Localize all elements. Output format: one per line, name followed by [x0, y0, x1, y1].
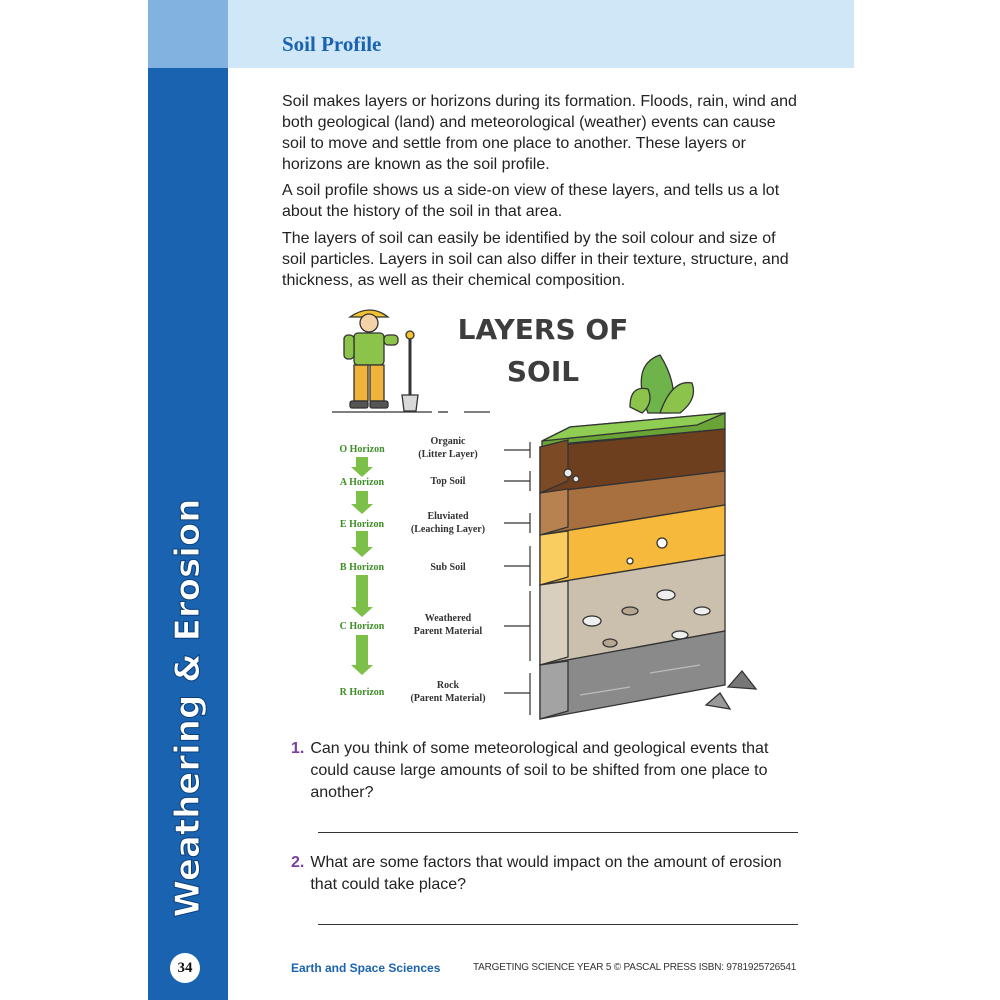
answer-line-1[interactable]	[318, 832, 798, 833]
question-1-number: 1.	[291, 740, 305, 757]
horizon-label-c-line2: Parent Material	[413, 626, 483, 637]
sidebar-top-block	[148, 0, 228, 68]
intro-paragraph-3: The layers of soil can easily be identified by the soil colour and size of soil particles. Layers in soil can also differ in their texture, structure, and thickness, as well as their chemical composition.	[282, 230, 789, 289]
horizon-label-a-line1: Top Soil	[430, 476, 466, 487]
footer-subject: Earth and Space Sciences	[291, 961, 441, 975]
horizon-name-e: E Horizon	[339, 519, 385, 530]
question-1	[291, 738, 811, 804]
horizon-name-b: B Horizon	[339, 562, 385, 573]
horizon-label-r-line2: (Parent Material)	[410, 693, 486, 704]
horizon-name-r: R Horizon	[339, 687, 385, 698]
horizon-label-o-line1: Organic	[430, 436, 466, 447]
page-title: Soil Profile	[282, 32, 382, 56]
horizon-name-c: C Horizon	[339, 621, 385, 632]
question-1-text: Can you think of some meteorological and geological events that could cause large amounts of soil to be shifted from one place to another?	[310, 740, 769, 801]
horizon-label-b-line1: Sub Soil	[430, 562, 466, 573]
horizon-label-o-line2: (Litter Layer)	[418, 449, 478, 460]
horizon-labels	[410, 436, 485, 704]
soil-layers-diagram	[330, 295, 790, 725]
question-2-number: 2.	[291, 854, 305, 871]
horizon-name-o: O Horizon	[339, 444, 385, 455]
horizon-label-c-line1: Weathered	[424, 613, 472, 624]
horizon-label-e-line1: Eluviated	[427, 511, 469, 522]
footer-credit: TARGETING SCIENCE YEAR 5 © PASCAL PRESS ISBN: 9781925726541	[473, 962, 797, 973]
page-number: 34	[170, 953, 200, 983]
chapter-title-vertical: Weathering & Erosion	[168, 498, 208, 918]
answer-line-2[interactable]	[318, 924, 798, 925]
horizon-label-e-line2: (Leaching Layer)	[410, 524, 486, 535]
intro-paragraph-2: A soil profile shows us a side-on view of these layers, and tells us a lot about the history of the soil in that area.	[282, 182, 780, 220]
question-2	[291, 852, 811, 896]
horizon-name-a: A Horizon	[339, 477, 385, 488]
intro-paragraph-1: Soil makes layers or horizons during its formation. Floods, rain, wind and both geological (land) and meteorological (weather) events can cause soil to move and settle from one place to another. These layers or horizons are known as the soil profile.	[282, 93, 797, 173]
diagram-title-line2: SOIL	[506, 355, 580, 388]
soil-block-illustration	[540, 355, 756, 719]
horizon-label-r-line1: Rock	[436, 680, 460, 691]
question-2-text: What are some factors that would impact on the amount of erosion that could take place?	[310, 854, 782, 893]
diagram-title-line1: LAYERS OF	[457, 313, 629, 346]
leader-lines	[504, 442, 530, 715]
